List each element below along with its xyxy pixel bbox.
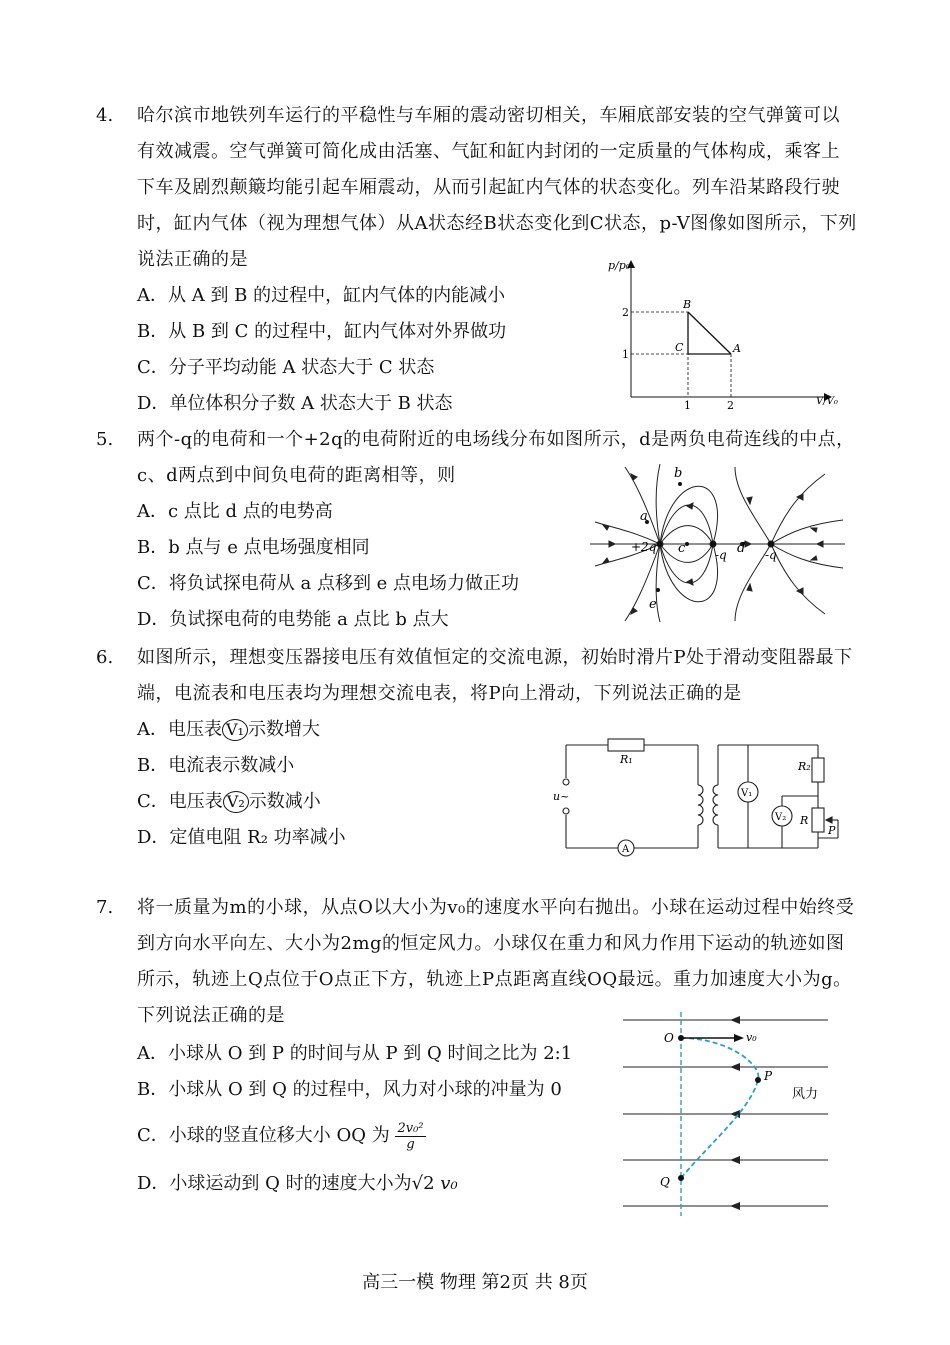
voltmeter-v1-symbol: V₁ [222,719,248,741]
question-stem: 如图所示，理想变压器接电压有效值恒定的交流电源，初始时滑片P处于滑动变阻器最下端，电流表和电压表均为理想交流电表，将P向上滑动，下列说法正确的是 [137,647,853,704]
x-tick-1: 1 [684,399,691,412]
option-b: B．电流表示数减小 [137,755,295,776]
projectile-wind-diagram [618,1010,833,1220]
point-e-label: e [649,597,657,612]
point-a-label: a [640,509,648,524]
option-text: C．电压表 [137,791,223,812]
point-q-label: Q [660,1175,670,1189]
charge-minus-q-middle-label: -q [715,548,727,562]
option-d: D．负试探电荷的电势能 a 点比 b 点大 [137,609,449,630]
voltmeter-v1-label: V₁ [741,788,753,799]
option-text: v₀ [434,1173,458,1194]
rheostat-r-label: R [800,814,809,827]
question-number: 6. [96,647,114,668]
option-b: B．b 点与 e 点电场强度相同 [137,537,370,558]
voltmeter-v2-symbol: V₂ [223,791,249,813]
question-number: 7. [96,897,114,918]
option-d: D．单位体积分子数 A 状态大于 B 状态 [137,393,453,414]
option-a: A．小球从 O 到 P 的时间与从 P 到 Q 时间之比为 2:1 [137,1043,573,1064]
ac-source-label: u~ [553,790,570,803]
point-d-label: d [737,541,746,556]
point-p-label: P [764,1069,773,1083]
y-tick-1: 1 [622,348,629,361]
option-a [137,712,320,748]
electric-field-diagram [585,462,850,622]
question-stem: 哈尔滨市地铁列车运行的平稳性与车厢的震动密切相关，车厢底部安装的空气弹簧可以有效减震。空气弹簧可简化成由活塞、气缸和缸内封闭的一定质量的气体构成，乘客上下车及剧烈颠簸均能引起车厢震动，从而引起缸内气体的状态变化。列车沿某路段行驶时，缸内气体（视为理想气体）从A状态经B状态变化到C状态，p-V图像如图所示，下列说法正确的是 [137,105,857,270]
option-text: 示数减小 [248,791,321,812]
y-axis-label: p/p₀ [608,259,631,272]
question-number: 4. [96,105,114,126]
option-d [137,1166,458,1202]
option-text: A．电压表 [137,719,222,740]
x-axis-label: V/V₀ [816,396,838,407]
resistor-r2-label: R₂ [798,760,811,773]
option-d: D．定值电阻 R₂ 功率减小 [137,827,346,848]
transformer-circuit [548,730,858,860]
option-a: A．从 A 到 B 的过程中，缸内气体的内能减小 [137,285,506,306]
question-stem: 两个-q的电荷和一个+2q的电荷附近的电场线分布如图所示，d是两负电荷连线的中点，c、d两点到中间负电荷的距离相等，则 [137,429,855,486]
option-c [137,1118,426,1154]
option-c: C．分子平均动能 A 状态大于 C 状态 [137,357,435,378]
option-a: A．c 点比 d 点的电势高 [137,501,333,522]
option-text: D．小球运动到 Q 时的速度大小为 [137,1173,412,1194]
charge-plus-2q-label: +2q [631,540,657,554]
point-c-label: C [675,341,684,354]
resistor-r1-label: R₁ [620,753,633,766]
option-c: C．将负试探电荷从 a 点移到 e 点电场力做正功 [137,573,520,594]
x-tick-2: 2 [727,399,734,412]
point-b-label: b [674,466,683,481]
page-footer: 高三一模 物理 第2页 共 8页 [362,1272,588,1293]
fraction [395,1121,425,1152]
point-o-label: O [664,1031,674,1045]
pv-diagram [598,252,848,412]
point-c-label: c [678,541,686,556]
sqrt-two: √2 [411,1173,435,1194]
question-stem: 将一质量为m的小球，从点O以大小为v₀的速度水平向右抛出。小球在运动过程中始终受到方向水平向左、大小为2mg的恒定风力。小球仅在重力和风力作用下运动的轨迹如图所示，轨迹上Q点位于O点正下方，轨迹上P点距离直线OQ最远。重力加速度大小为g。下列说法正确的是 [137,897,855,1026]
ammeter-label: A [622,844,630,855]
fraction-numerator: 2v₀² [397,1120,424,1136]
slider-p-label: P [828,824,836,837]
option-text: C．小球的竖直位移大小 OQ 为 [137,1125,390,1146]
initial-velocity-label: v₀ [746,1031,757,1044]
option-text: 示数增大 [247,719,320,740]
question-number: 5. [96,429,114,450]
option-c [137,784,321,820]
option-b: B．从 B 到 C 的过程中，缸内气体对外界做功 [137,321,507,342]
fraction-denominator: g [406,1136,415,1152]
option-b: B．小球从 O 到 Q 的过程中，风力对小球的冲量为 0 [137,1079,562,1100]
voltmeter-v2-label: V₂ [775,812,787,823]
y-tick-2: 2 [622,306,629,319]
point-b-label: B [683,298,692,311]
wind-force-label: 风力 [792,1087,819,1102]
charge-minus-q-right-label: -q [765,548,777,562]
point-a-label: A [733,342,741,355]
